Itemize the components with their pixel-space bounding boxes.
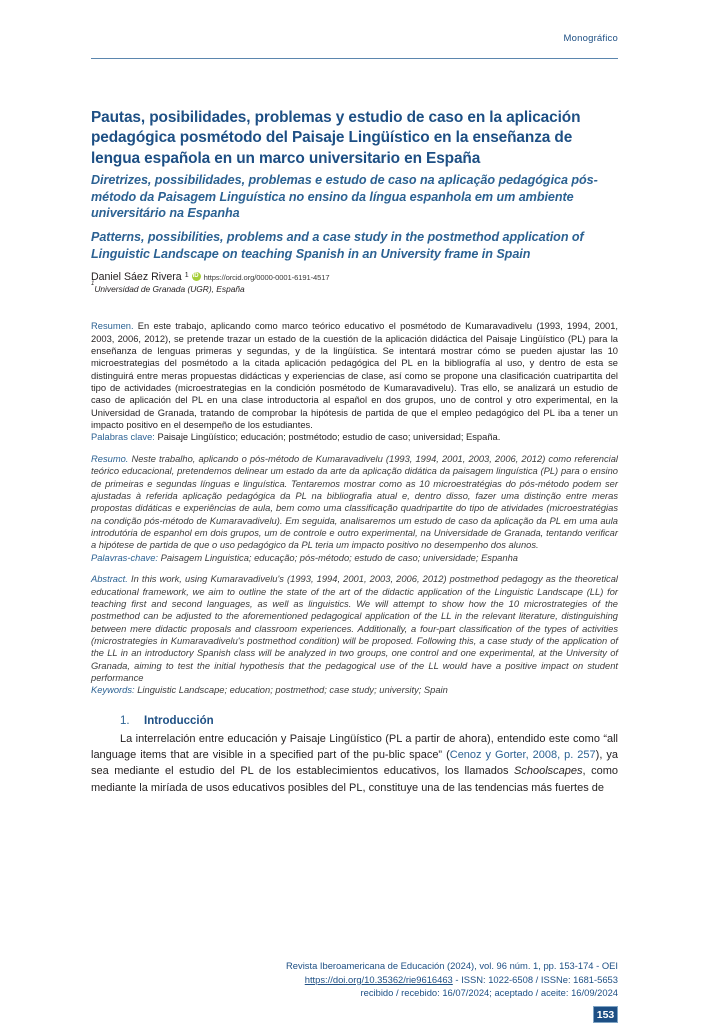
abstract-spanish-text: En este trabajo, aplicando como marco teórico educativo el posmétodo de Kumaravadivelu (1993, 1994, 2001, 2003, 2006, 2012), se pretende trazar un estado de la cuestión de la aplicación didáctica del Paisaje Lingüístico (PL) para la enseñanza de lenguas primeras y segundas, y de la lingüística. Se intentará mostrar cómo se pueden ajustar las 10 microestrategias del posmétodo a la citada aplicación pedagógica del PL en la bibliografía al uso, y dentro de esta se distinguirá entre meras propuestas didácticas y experiencias de clase, así como se propone una clasificación cuatripartita del tipo de actividades (microestrategias en la condición posmétodo de Kumaravadivelu). Tras ello, se analizará un estudio de caso de aplicación del PL en una clase introductoria al español en dos grupos, uno de control y otro experimental, en la Universidad de Granada, tratando de comprobar la hipótesis de partida de que el empleo pedagógico del PL iba a tener un impacto positivo en el desempeño de los estudiantes. [91,321,618,430]
header-divider [91,58,618,59]
page-number-badge: 153 [593,1006,618,1023]
footer-dates-line: recibido / recebido: 16/07/2024; aceptado / aceite: 16/09/2024 [360,986,618,998]
section-heading-introduccion [91,715,618,727]
abstract-portuguese [91,453,618,564]
affiliation-text: Universidad de Granada (UGR), España [94,284,245,295]
keywords-label-english: Keywords: [91,685,135,696]
abstract-spanish [91,320,618,444]
author-line [91,271,618,283]
author-footnote-marker: 1 [184,272,189,280]
abstract-spanish-label: Resumen. [91,321,134,332]
abstract-portuguese-body [91,453,618,552]
body-text-italic: Schoolscapes [514,765,583,778]
section-title: Introducción [144,714,214,727]
article-content [91,108,618,796]
page-title: Pautas, posibilidades, problemas y estudio de caso en la aplicación pedagógica posmétodo del Paisaje Lingüístico en la enseñanza de lengua española en un marco universitario en España [91,109,581,167]
abstract-english-keywords [91,684,618,697]
footer-issn-text: - ISSN: 1022-6508 / ISSNe: 1681-5653 [452,973,618,985]
title-portuguese: Diretrizes, possibilidades, problemas e estudo de caso na aplicação pedagógica pós-método da Paisagem Linguística no ensino da língua espanhola em um ambiente universitário na Espanha [91,173,598,221]
abstract-spanish-body [91,320,618,431]
body-text-part-1: La interrelación entre educación y Paisaje Lingüístico (PL a partir de ahora), entendido este como “all language items that are visible in a specified part of the pu-blic space” ( [91,732,618,762]
affiliation-marker: 1 [91,281,95,288]
keywords-label-spanish: Palabras clave: [91,432,155,443]
footer-journal-line: Revista Iberoamericana de Educación (2024), vol. 96 núm. 1, pp. 153-174 - OEI [286,960,618,972]
author-name: Daniel Sáez Rivera [91,271,182,284]
abstract-english-text: In this work, using Kumaravadivelu's (1993, 1994, 2001, 2003, 2006, 2012) postmethod pedagogy as the theoretical educational framework, we aim to outline the state of the art of the didactic application of the Linguistic Landscape (LL) for teaching first and second languages, as well as linguistics. We will attempt to show how the 10 microstrategies of the postmethod can be adjusted to the aforementioned pedagogical application of the LL in the relevant literature, distinguishing between mere didactic proposals and classroom experiences. Additionally, a four-part classification of the types of activities (microstrategies in Kumaravadivelu's postmethod condition) will be proposed. Following this, a case study of the application of the LL in an introductory Spanish class will be analyzed in two groups, one control and one experimental, at the University of Granada, aiming to test the initial hypothesis that the pedagogical use of the LL would have a positive impact on student performance [91,574,618,683]
abstract-english-label: Abstract. [91,574,128,585]
section-number: 1. [120,714,130,727]
abstract-portuguese-label: Resumo. [91,453,129,464]
title-english: Patterns, possibilities, problems and a case study in the postmethod application of Linguistic Landscape on teaching Spanish in an University frame in Spain [91,230,584,261]
abstract-portuguese-text: Neste trabalho, aplicando o pós-método de Kumaravadivelu (1993, 1994, 2001, 2003, 2006, 2012) como referencial teórico educacional, pretendemos delinear um estado da arte da aplicação didática da paisagem linguística (PL) para o ensino de primeiras e segundas línguas e linguística. Tentaremos mostrar como as 10 microestratégias do pós-método podem ser ajustadas à referida aplicação pedagógica da PL na bibliografia atual e, dentro disso, fazer uma distinção entre meras propostas didáticas e experiências de aula, bem como uma classificação quadripartite do tipo de atividades (microestratégias na condição pós-método de Kumaravadivelu). Em seguida, analisaremos um estudo de caso da aplicação da PL em uma aula introdutória de espanhol em dois grupos, um de controle e outro experimental, na Universidade de Granada, tentando verificar a hipótese de partida de que o uso pedagógico da PL teria um impacto positivo no desempenho dos alunos. [91,453,618,551]
footer-issn-line [91,973,618,986]
body-text-part-2: ), ya sea mediante el estudio del PL de los establecimientos educativos, los llamados [91,749,618,778]
abstract-portuguese-keywords [91,552,618,565]
abstract-english [91,573,618,697]
body-paragraph [91,731,618,796]
orcid-id-icon [192,272,201,281]
author-affiliation [91,281,618,295]
abstract-english-body [91,573,618,684]
doi-link[interactable]: https://doi.org/10.35362/rie9616463 [304,973,453,985]
citation-link[interactable]: Cenoz y Gorter, 2008, p. 257 [449,749,596,762]
running-head: Monográfico [563,33,618,44]
keywords-portuguese: Paisagem Linguistica; educação; pós-método; estudo de caso; universidade; Espanha [158,552,518,563]
body-text-part-3: , como mediante la miríada de usos educativos posibles del PL, constituye una de las tendencias más fuertes de [91,765,618,794]
keywords-spanish: Paisaje Lingüístico; educación; postmétodo; estudio de caso; universidad; España. [154,432,501,443]
orcid-link[interactable]: https://orcid.org/0000-0001-6191-4517 [203,273,330,283]
keywords-english: Linguistic Landscape; education; postmethod; case study; university; Spain [134,685,448,696]
abstracts-section [91,320,618,697]
abstract-spanish-keywords [91,431,618,444]
keywords-label-portuguese: Palavras-chave: [91,552,158,563]
page-footer [91,959,618,1021]
